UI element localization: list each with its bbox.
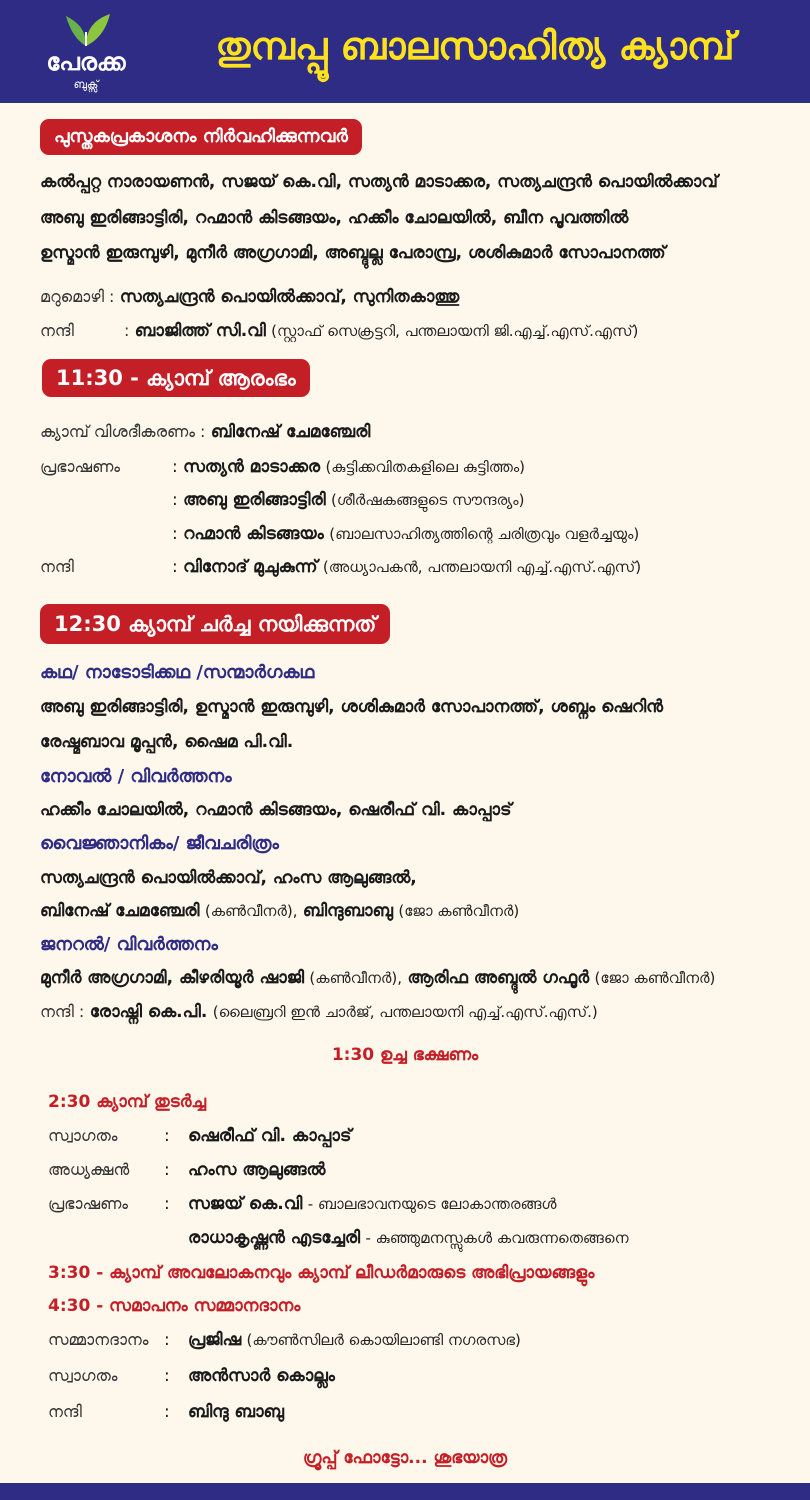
thanks-label: നന്ദി [40,321,74,340]
thanks-note: (അധ്യാപകൻ, പന്തലായനി എച്ച്.എസ്.എസ്) [322,558,642,576]
thanks-label: നന്ദി [40,557,74,576]
colon: : [164,1366,170,1386]
prize-entry [188,1330,521,1350]
prize-note: (കൗൺസിലർ കൊയിലാണ്ടി നഗരസഭ) [246,1331,521,1349]
colon: : [124,321,130,340]
thanks-label: നന്ദി [48,1402,82,1421]
thanks-value: : വിനോദ് മുചുകുന്ന് (അധ്യാപകൻ, പന്തലായനി എച്ച്.എസ്.എസ്) [172,557,642,577]
group-title: നോവൽ / വിവർത്തനം [40,766,232,787]
group-members [40,901,519,921]
thanks-label: നന്ദി : [40,1002,85,1021]
colon: : [164,1194,170,1214]
talk-topic: (ശീർഷകങ്ങളുടെ സൗന്ദര്യം) [331,491,525,509]
camp-intro-row [40,422,370,442]
talk-entry: : റഹ്മാൻ കിടങ്ങയം (ബാലസാഹിത്യത്തിന്റെ ചരിത്രവും വളർച്ചയും) [172,524,640,544]
thanks-name: രോഷ്നി കെ.പി. [89,1002,208,1022]
thanks-name: വിനോദ് മുചുകുന്ന് [183,557,318,577]
speaker-name: റഹ്മാൻ കിടങ്ങയം [183,524,324,544]
thanks-row [40,1002,598,1022]
camp-intro-name: ബിനേഷ് ചേമഞ്ചേരി [210,422,371,442]
session-230-heading: 2:30 ക്യാമ്പ് തുടർച്ച [48,1092,207,1112]
group-members: അബു ഇരിങ്ങാട്ടിരി, ഉസ്മാൻ ഇരുമ്പുഴി, ശശികുമാർ സോപാനത്ത്, ശബ്നം ഷെറിൻ [40,697,664,717]
talk-entry [188,1194,556,1214]
footer-band [0,1483,810,1500]
colon: : [164,1330,170,1350]
role-note: (കൺവീനർ), [309,969,403,987]
lunch-break: 1:30 ഉച്ച ഭക്ഷണം [331,1045,479,1065]
review-heading: 3:30 - ക്യാമ്പ് അവലോകനവും ക്യാമ്പ് ലീഡർമാരുടെ അഭിപ്രായങ്ങളും [48,1263,595,1283]
talk-label: പ്രഭാഷണം [48,1194,129,1213]
welcome-name: അൻസാർ കൊല്ലം [188,1366,335,1386]
welcome-label: സ്വാഗതം [48,1366,118,1385]
thanks-name: ബിന്ദു ബാബു [188,1402,285,1422]
reply-label: മറുമൊഴി : [40,287,115,306]
welcome-label: സ്വാഗതം [48,1126,118,1145]
leaf-icon [58,10,114,48]
speaker-name: സത്യൻ മാടാക്കര [183,457,321,477]
talk-topic: (കുട്ടിക്കവിതകളിലെ കുട്ടിത്തം) [325,458,526,476]
speaker-name: സജയ് കെ.വി [188,1194,303,1214]
camp-intro-label: ക്യാമ്പ് വിശദീകരണം : [40,422,206,441]
speaker-name: അബു ഇരിങ്ങാട്ടിരി [183,490,326,510]
publisher-list-line: കൽപ്പറ്റ നാരായണൻ, സജയ് കെ.വി, സത്യൻ മാടാക്കര, സത്യചന്ദ്രൻ പൊയിൽക്കാവ് [40,172,718,192]
group-members [40,968,715,988]
talk-entry [188,1228,629,1248]
role-note: (ജോ കൺവീനർ) [594,969,716,987]
role-note: (കൺവീനർ), [204,902,298,920]
talk-topic: - കുഞ്ഞുമനസ്സുകൾ കവരുന്നതെങ്ങനെ [365,1229,629,1247]
logo-subtitle: ബുക്സ് [73,78,99,91]
thanks-note: (ലൈബ്രറി ഇൻ ചാർജ്, പന്തലായനി എച്ച്.എസ്.എസ്.) [212,1003,598,1021]
convener-name: മുനീർ അഗ്രഗാമി, കീഴരിയൂർ ഷാജി [40,968,305,988]
speaker-name: രാധാകൃഷ്ണൻ എടച്ചേരി [188,1228,361,1248]
talk-topic: - ബാലഭാവനയുടെ ലോകാന്തരങ്ങൾ [307,1195,557,1213]
header-band [0,0,810,103]
logo-wordmark: പേരക്ക [46,48,126,76]
group-title: വൈജ്ഞാനികം/ ജീവചരിത്രം [40,833,279,854]
colon: : [164,1126,170,1146]
group-title: കഥ/ നാടോടിക്കഥ /സന്മാർഗകഥ [40,662,315,683]
talk-topic: (ബാലസാഹിത്യത്തിന്റെ ചരിത്രവും വളർച്ചയും) [329,525,640,543]
chair-label: അധ്യക്ഷൻ [48,1160,130,1179]
reply-names: സത്യചന്ദ്രൻ പൊയിൽക്കാവ്, സുനിതകാത്തു [119,287,460,307]
closing-note: ഗ്രൂപ്പ് ഫോട്ടോ... ശുഭയാത്ര [302,1448,507,1468]
convener-name: ബിനേഷ് ചേമഞ്ചേരി [40,901,200,921]
session-1230-heading: 12:30 ക്യാമ്പ് ചർച്ച നയിക്കുന്നത് [40,604,390,644]
thanks-name: ബാജിത്ത് സി.വി [134,321,266,341]
prize-name: പ്രജിഷ [188,1330,242,1350]
group-members: സത്യചന്ദ്രൻ പൊയിൽക്കാവ്, ഹംസ ആലുങ്ങൽ, [40,868,417,888]
reply-row [40,287,459,307]
group-members: രേഷ്മബാവ മൂപ്പൻ, ഷൈമ പി.വി. [40,732,294,752]
group-members: ഹക്കീം ചോലയിൽ, റഹ്മാൻ കിടങ്ങയം, ഷെരീഫ് വി. കാപ്പാട് [40,800,512,820]
role-note: (ജോ കൺവീനർ) [398,902,520,920]
talk-entry: : അബു ഇരിങ്ങാട്ടിരി (ശീർഷകങ്ങളുടെ സൗന്ദര്യം) [172,490,525,510]
publisher-logo [36,10,136,95]
joint-convener-name: ബിന്ദുബാബു [302,901,393,921]
chair-name: ഹംസ ആലുങ്ങൽ [188,1160,326,1180]
colon: : [164,1160,170,1180]
closing-heading: 4:30 - സമാപനം സമ്മാനദാനം [48,1296,301,1316]
colon: : [164,1402,170,1422]
talk-label: പ്രഭാഷണം [40,457,121,476]
welcome-name: ഷെരീഫ് വി. കാപ്പാട് [188,1126,352,1146]
group-title: ജനറൽ/ വിവർത്തനം [40,934,218,955]
publisher-list-line: ഉസ്മാൻ ഇരുമ്പുഴി, മുനീർ അഗ്രഗാമി, അബ്ദുല്ല പേരാമ്പ്ര, ശശികുമാർ സോപാനത്ത് [40,243,666,263]
joint-convener-name: ആരിഫ അബ്ദുൽ ഗഫൂർ [407,968,590,988]
talk-entry: : സത്യൻ മാടാക്കര (കുട്ടിക്കവിതകളിലെ കുട്ടിത്തം) [172,457,526,477]
prize-label: സമ്മാനദാനം [48,1330,149,1349]
page-title: തുമ്പപ്പൂ ബാലസാഹിത്യ ക്യാമ്പ് [215,24,735,68]
publishers-heading: പുസ്തകപ്രകാശനം നിർവഹിക്കുന്നവർ [40,119,362,155]
thanks-value [124,321,638,341]
publisher-list-line: അബു ഇരിങ്ങാട്ടിരി, റഹ്മാൻ കിടങ്ങയം, ഹക്കീം ചോലയിൽ, ബീന പൂവത്തിൽ [40,208,629,228]
session-1130-heading: 11:30 - ക്യാമ്പ് ആരംഭം [42,359,310,397]
thanks-note: (സ്റ്റാഫ് സെക്രട്ടറി, പന്തലായനി ജി.എച്ച്.എസ്.എസ്) [271,322,639,340]
